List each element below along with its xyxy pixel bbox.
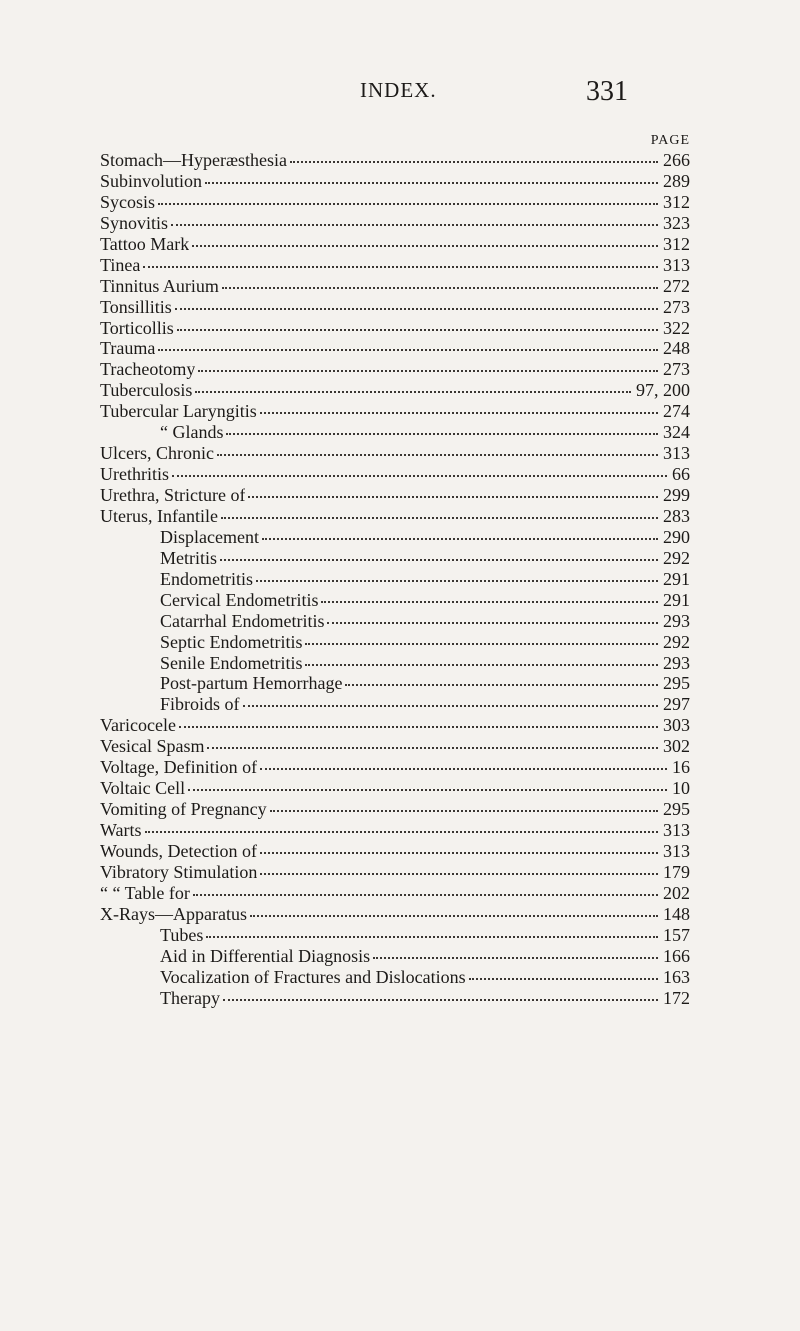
entry-page: 313: [663, 443, 690, 464]
entry-page: 313: [663, 820, 690, 840]
index-entry: [100, 590, 690, 611]
index-entry: [100, 443, 690, 464]
dot-leader: [243, 705, 658, 707]
entry-page: 297: [663, 694, 690, 715]
entry-term: Cervical Endometritis: [160, 589, 319, 610]
entry-page: 313: [663, 254, 690, 275]
index-entry: [100, 694, 690, 715]
index-entry: [100, 150, 690, 171]
entry-page: 157: [663, 924, 690, 945]
entry-term: Torticollis: [100, 317, 174, 338]
entry-page: 273: [663, 359, 690, 380]
index-entry: [100, 422, 690, 443]
index-entries: [100, 150, 690, 1008]
entry-term: Septic Endometritis: [160, 631, 303, 652]
entry-term: Therapy: [160, 987, 220, 1008]
entry-page: 290: [663, 526, 690, 547]
index-entry: [100, 799, 690, 820]
dot-leader: [290, 161, 658, 163]
entry-page: 163: [663, 966, 690, 987]
entry-page: 97, 200: [636, 380, 690, 401]
index-entry: [100, 841, 690, 862]
entry-term: “ Glands: [160, 422, 224, 443]
dot-leader: [250, 915, 658, 917]
dot-leader: [143, 266, 658, 268]
entry-page: 273: [663, 296, 690, 317]
entry-term: Tubercular Laryngitis: [100, 401, 257, 422]
entry-page: 303: [663, 715, 690, 736]
index-entry: [100, 359, 690, 380]
dot-leader: [256, 580, 658, 582]
entry-term: Trauma: [100, 338, 156, 359]
dot-leader: [327, 622, 658, 624]
entry-page: 266: [663, 150, 690, 170]
entry-page: 179: [663, 861, 690, 882]
entry-page: 248: [663, 338, 690, 359]
index-entry: [100, 569, 690, 590]
entry-term: Stomach—Hyperæsthesia: [100, 150, 287, 170]
dot-leader: [207, 747, 658, 749]
entry-term: Varicocele: [100, 715, 176, 736]
dot-leader: [270, 810, 658, 812]
entry-term: Ulcers, Chronic: [100, 443, 214, 464]
dot-leader: [193, 894, 658, 896]
index-entry: [100, 485, 690, 506]
entry-page: 292: [663, 547, 690, 568]
running-head: [0, 76, 800, 116]
index-entry: [100, 820, 690, 841]
index-entry: [100, 988, 690, 1009]
entry-term: Urethra, Stricture of: [100, 485, 246, 505]
index-entry: [100, 611, 690, 632]
dot-leader: [158, 203, 658, 205]
entry-term: Tattoo Mark: [100, 233, 190, 254]
index-entry: [100, 883, 690, 904]
dot-leader: [226, 433, 658, 435]
dot-leader: [260, 873, 658, 875]
dot-leader: [305, 664, 658, 666]
page-number: 331: [586, 76, 628, 107]
entry-page: 295: [663, 673, 690, 694]
entry-term: Metritis: [160, 547, 217, 568]
entry-page: 10: [672, 778, 690, 799]
index-entry: [100, 234, 690, 255]
entry-term: Voltaic Cell: [100, 778, 186, 799]
entry-term: Endometritis: [160, 568, 253, 589]
entry-page: 323: [663, 212, 690, 233]
dot-leader: [469, 978, 658, 980]
entry-page: 289: [663, 170, 690, 191]
dot-leader: [223, 999, 658, 1001]
dot-leader: [206, 936, 658, 938]
index-entry: [100, 527, 690, 548]
dot-leader: [192, 245, 658, 247]
index-entry: [100, 548, 690, 569]
entry-term: “ “ Table for: [100, 882, 190, 903]
index-entry: [100, 736, 690, 757]
entry-term: Vocalization of Fractures and Dislocations: [160, 966, 466, 987]
running-title: INDEX.: [360, 78, 437, 102]
dot-leader: [220, 559, 658, 561]
entry-term: X-Rays—Apparatus: [100, 903, 247, 924]
entry-page: 324: [663, 422, 690, 443]
dot-leader: [321, 601, 658, 603]
entry-page: 274: [663, 401, 690, 422]
dot-leader: [177, 329, 658, 331]
page-column-label: PAGE: [650, 133, 690, 148]
index-entry: [100, 171, 690, 192]
entry-term: Displacement: [160, 526, 259, 547]
entry-term: Tracheotomy: [100, 359, 196, 380]
entry-term: Tonsillitis: [100, 296, 172, 317]
entry-page: 166: [663, 945, 690, 966]
dot-leader: [248, 496, 658, 498]
entry-page: 312: [663, 233, 690, 254]
dot-leader: [305, 643, 658, 645]
entry-term: Synovitis: [100, 212, 169, 233]
index-entry: [100, 213, 690, 234]
index-entry: [100, 380, 690, 401]
index-entry: [100, 778, 690, 799]
entry-page: 295: [663, 799, 690, 820]
dot-leader: [260, 852, 658, 854]
entry-term: Urethritis: [100, 464, 169, 485]
dot-leader: [175, 308, 658, 310]
entry-page: 293: [663, 610, 690, 631]
entry-term: Senile Endometritis: [160, 652, 303, 673]
entry-term: Fibroids of: [160, 694, 240, 715]
dot-leader: [145, 831, 658, 833]
index-entry: [100, 967, 690, 988]
entry-page: 66: [672, 464, 690, 485]
entry-page: 272: [663, 275, 690, 296]
index-entry: [100, 192, 690, 213]
index-entry: [100, 862, 690, 883]
entry-term: Voltage, Definition of: [100, 757, 258, 778]
entry-term: Uterus, Infantile: [100, 505, 218, 526]
entry-term: Vibratory Stimulation: [100, 861, 258, 882]
dot-leader: [260, 412, 658, 414]
index-entry: [100, 632, 690, 653]
entry-page: 293: [663, 652, 690, 673]
index-entry: [100, 464, 690, 485]
dot-leader: [205, 182, 658, 184]
dot-leader: [171, 224, 658, 226]
index-entry: [100, 506, 690, 527]
index-entry: [100, 338, 690, 359]
entry-term: Sycosis: [100, 191, 156, 212]
entry-page: 291: [663, 568, 690, 589]
dot-leader: [195, 391, 631, 393]
dot-leader: [198, 370, 658, 372]
dot-leader: [373, 957, 658, 959]
entry-page: 292: [663, 631, 690, 652]
index-entry: [100, 946, 690, 967]
index-entry: [100, 255, 690, 276]
entry-term: Vomiting of Pregnancy: [100, 799, 267, 820]
entry-term: Wounds, Detection of: [100, 840, 258, 861]
entry-term: Tinea: [100, 254, 141, 275]
index-entry: [100, 715, 690, 736]
entry-page: 148: [663, 903, 690, 924]
dot-leader: [260, 768, 667, 770]
entry-page: 291: [663, 589, 690, 610]
entry-term: Subinvolution: [100, 170, 203, 191]
dot-leader: [222, 287, 658, 289]
entry-page: 313: [663, 840, 690, 861]
dot-leader: [158, 349, 658, 351]
entry-term: Vesical Spasm: [100, 736, 205, 757]
index-entry: [100, 757, 690, 778]
entry-page: 322: [663, 317, 690, 338]
index-entry: [100, 925, 690, 946]
dot-leader: [262, 538, 658, 540]
index-entry: [100, 401, 690, 422]
entry-page: 202: [663, 882, 690, 903]
index-entry: [100, 673, 690, 694]
entry-page: 283: [663, 505, 690, 526]
entry-term: Tubes: [160, 924, 204, 945]
index-entry: [100, 904, 690, 925]
entry-page: 172: [663, 987, 690, 1008]
dot-leader: [217, 454, 658, 456]
dot-leader: [188, 789, 667, 791]
entry-page: 299: [663, 485, 690, 505]
entry-term: Post-partum Hemorrhage: [160, 673, 343, 694]
entry-page: 302: [663, 736, 690, 757]
index-entry: [100, 276, 690, 297]
dot-leader: [172, 475, 667, 477]
dot-leader: [179, 726, 658, 728]
entry-term: Tuberculosis: [100, 380, 193, 401]
entry-term: Warts: [100, 820, 142, 840]
index-entry: [100, 318, 690, 339]
entry-page: 16: [672, 757, 690, 778]
index-entry: [100, 653, 690, 674]
index-entry: [100, 297, 690, 318]
entry-term: Aid in Differential Diagnosis: [160, 945, 371, 966]
dot-leader: [221, 517, 658, 519]
entry-page: 312: [663, 191, 690, 212]
dot-leader: [345, 684, 658, 686]
entry-term: Catarrhal Endometritis: [160, 610, 325, 631]
entry-term: Tinnitus Aurium: [100, 275, 219, 296]
